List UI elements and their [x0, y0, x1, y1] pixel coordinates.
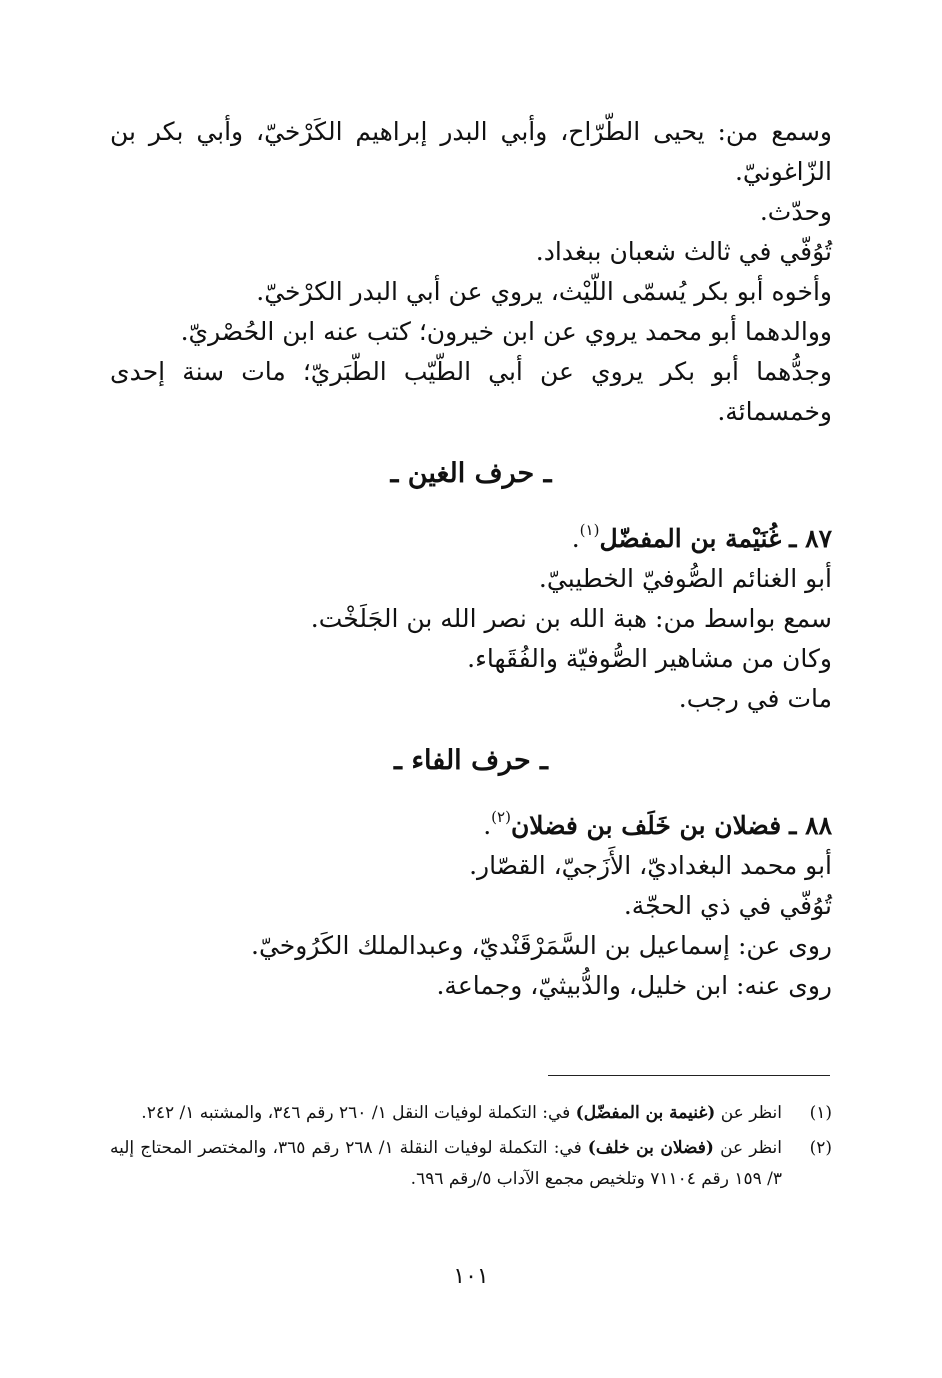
page-number: ١٠١	[453, 1264, 489, 1289]
entry-87-name: غُنَيْمة بن المفضّل	[599, 524, 782, 553]
footnote-bold-name: (فضلان بن خلف)	[587, 1138, 714, 1158]
footnote-bold-name: (غنيمة بن المفضّل)	[575, 1103, 716, 1123]
footnote-post: في: التكملة لوفيات النقل ١/ ٢٦٠ رقم ٣٤٦، والمشتبه ١/ ٢٤٢.	[141, 1103, 571, 1123]
entry-88-line: أبو محمد البغداديّ، الأَزَجيّ، القصّار.	[469, 851, 832, 880]
entry-88-line: روى عنه: ابن خليل، والدُّبيثيّ، وجماعة.	[436, 971, 832, 1000]
footnote-1	[110, 1098, 832, 1129]
main-text	[110, 112, 832, 1006]
footnote-text	[110, 1133, 782, 1195]
entry-87-line: مات في رجب.	[678, 684, 832, 713]
paragraph: وأخوه أبو بكر يُسمّى اللّيْث، يروي عن أبي البدر الكرْخيّ.	[256, 277, 832, 306]
section-heading-fa: ـ حرف الفاء ـ	[394, 745, 548, 776]
footnote-separator	[548, 1075, 830, 1076]
paragraph: وجدُّهما أبو بكر يروي عن أبي الطّيّب الطّبَريّ؛ مات سنة إحدى وخمسمائة.	[110, 357, 832, 426]
entry-88-line: روى عن: إسماعيل بن السَّمَرْقَنْديّ، وعبدالملك الكَرُوخيّ.	[251, 931, 832, 960]
entry-88-title-line	[110, 797, 832, 846]
entry-88-end: .	[483, 811, 492, 840]
entry-87-line: أبو الغنائم الصُّوفيّ الخطيبيّ.	[538, 564, 832, 593]
footnote-post: في: التكملة لوفيات النقلة ١/ ٢٦٨ رقم ٣٦٥، والمختصر المحتاج إليه ٣/ ١٥٩ رقم ٧١١٠٤ وتلخيص مجمع الآداب ٥/رقم ٦٩٦.	[110, 1138, 782, 1189]
section-heading-ghain: ـ حرف الغين ـ	[390, 458, 552, 489]
entry-87-number: ٨٧ ـ	[789, 524, 832, 553]
entry-87-line: وكان من مشاهير الصُّوفيّة والفُقَهاء.	[467, 644, 832, 673]
paragraph: ووالدهما أبو محمد يروي عن ابن خيرون؛ كتب عنه ابن الحُصْريّ.	[180, 317, 832, 346]
footnote-ref-1[interactable]: (١)	[579, 521, 600, 539]
paragraph: تُوُفّي في ثالث شعبان ببغداد.	[535, 237, 832, 266]
entry-88-name: فضلان بن خَلَف بن فضلان	[510, 811, 782, 840]
footnotes	[110, 1098, 832, 1199]
paragraph: وسمع من: يحيى الطّرّاح، وأبي البدر إبراهيم الكَرْخيّ، وأبي بكر بن الزّاغونيّ.	[110, 117, 832, 186]
footnote-number: (٢)	[809, 1138, 832, 1158]
entry-87-line: سمع بواسط من: هبة الله بن نصر الله بن الجَلَخْت.	[310, 604, 832, 633]
entry-88-line: تُوُفّي في ذي الحجّة.	[623, 891, 832, 920]
footnote-ref-2[interactable]: (٢)	[491, 808, 511, 826]
footnote-pre: انظر عن	[720, 1103, 782, 1123]
footnote-2	[110, 1133, 832, 1195]
footnote-number: (١)	[809, 1103, 832, 1123]
footnote-pre: انظر عن	[720, 1138, 783, 1158]
entry-87-end: .	[571, 524, 580, 553]
entry-87-title-line	[110, 510, 832, 559]
paragraph: وحدّث.	[759, 197, 832, 226]
footnote-text	[110, 1098, 782, 1129]
entry-88-number: ٨٨ ـ	[789, 811, 832, 840]
